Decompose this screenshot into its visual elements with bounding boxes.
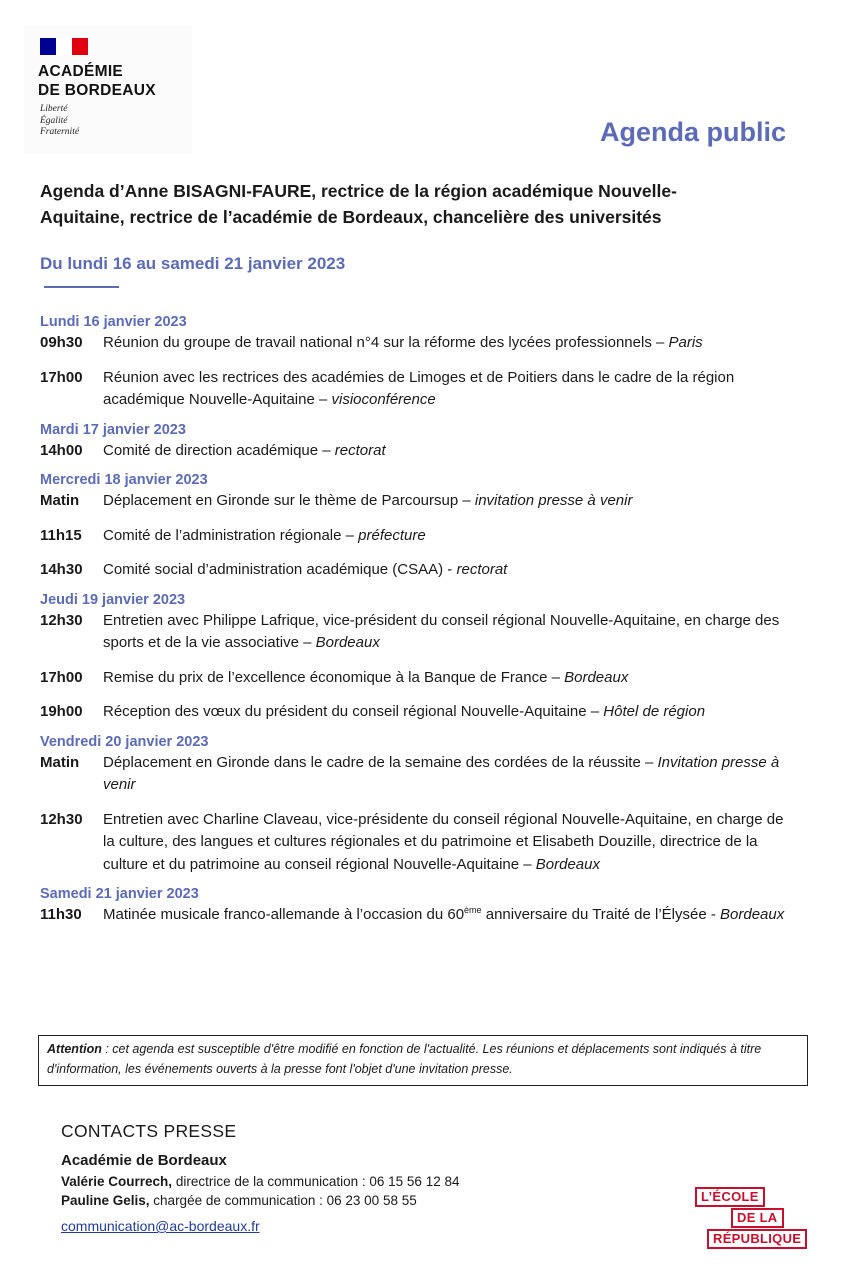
agenda-day <box>40 590 790 724</box>
agenda-event <box>40 667 790 690</box>
agenda-event <box>40 610 790 655</box>
event-description <box>103 809 790 877</box>
contacts-title: CONTACTS PRESSE <box>61 1121 237 1141</box>
attention-text: : cet agenda est susceptible d'être modifié en fonction de l'actualité. Les réunions et déplacements sont indiqués à titre d'information, les événements ouverts à la presse font l'objet d'une invitation presse. <box>47 1042 762 1076</box>
event-description <box>103 525 790 548</box>
event-description <box>103 332 790 355</box>
contact-email-link[interactable]: communication@ac-bordeaux.fr <box>61 1218 260 1234</box>
event-time: 14h30 <box>40 561 83 578</box>
motto-fraternite: Fraternité <box>40 127 80 137</box>
event-time: 17h00 <box>40 668 83 686</box>
marianne-flag-icon <box>40 38 88 55</box>
ecole-line-2: DE LA <box>731 1208 784 1228</box>
event-description <box>103 490 790 513</box>
agenda-day <box>40 420 790 463</box>
event-text-after: anniversaire du Traité de l’Élysée - <box>481 906 721 923</box>
event-description <box>103 610 790 655</box>
contact-role: chargée de communication : 06 23 00 58 55 <box>149 1193 417 1208</box>
event-location: Paris <box>668 334 703 351</box>
event-description <box>103 559 790 582</box>
contact-role: directrice de la communication : 06 15 56 12 84 <box>172 1174 460 1189</box>
event-location: préfecture <box>358 526 426 544</box>
event-time: 19h00 <box>40 703 83 720</box>
event-time: 11h15 <box>40 526 82 544</box>
press-contacts <box>61 1121 459 1236</box>
day-title: Samedi 21 janvier 2023 <box>40 886 199 902</box>
day-title: Vendredi 20 janvier 2023 <box>40 733 209 750</box>
academie-logo <box>24 26 192 154</box>
day-title: Lundi 16 janvier 2023 <box>40 314 187 330</box>
heading-rest: , rectrice de la région académique Nouvelle-Aquitaine, rectrice de l’académie de Bordeaux, chancelière des universités <box>40 181 677 227</box>
agenda-event <box>40 367 790 412</box>
event-text: Déplacement en Gironde sur le thème de Parcoursup – <box>103 492 475 509</box>
event-time: 12h30 <box>40 810 83 828</box>
logo-line-1: ACADÉMIE <box>38 63 124 80</box>
event-location: Bordeaux <box>720 906 785 923</box>
event-time: 09h30 <box>40 334 83 351</box>
ecole-line-3: RÉPUBLIQUE <box>707 1229 807 1249</box>
week-underline <box>44 286 119 288</box>
event-description <box>103 701 790 724</box>
event-text: Remise du prix de l’excellence économique à la Banque de France – <box>103 668 565 686</box>
day-title: Mardi 17 janvier 2023 <box>40 421 186 438</box>
agenda-event <box>40 559 790 582</box>
motto-liberte: Liberté <box>40 104 68 114</box>
event-time: 14h00 <box>40 441 83 459</box>
agenda-day <box>40 312 790 412</box>
event-time: Matin <box>40 753 80 771</box>
event-description <box>103 904 790 927</box>
event-location: Bordeaux <box>564 668 629 686</box>
agenda-event <box>40 332 790 355</box>
event-text: Matinée musicale franco-allemande à l’occasion du 60 <box>103 906 465 923</box>
logo-title <box>38 62 156 100</box>
week-range: Du lundi 16 au samedi 21 janvier 2023 <box>40 254 346 273</box>
attention-notice <box>38 1035 808 1086</box>
agenda-event <box>40 809 790 877</box>
contact-person <box>61 1172 459 1191</box>
heading-surname: BISAGNI-FAURE <box>173 181 312 201</box>
agenda-day <box>40 470 790 582</box>
event-location: invitation presse à venir <box>474 492 633 509</box>
event-superscript: ème <box>464 905 482 915</box>
event-text: Comité de l’administration régionale – <box>103 526 359 544</box>
day-title: Jeudi 19 janvier 2023 <box>40 591 186 608</box>
day-title: Mercredi 18 janvier 2023 <box>40 472 208 488</box>
logo-motto <box>40 104 79 139</box>
agenda-event <box>40 490 790 513</box>
event-text: Réunion du groupe de travail national n°4 sur la réforme des lycées professionnels – <box>103 334 669 351</box>
event-text: Comité de direction académique – <box>103 441 335 459</box>
agenda-event <box>40 752 790 797</box>
agenda-day <box>40 732 790 877</box>
event-description <box>103 667 790 690</box>
agenda-event <box>40 440 790 463</box>
event-time: Matin <box>40 492 80 509</box>
event-description <box>103 440 790 463</box>
event-location: Bordeaux <box>315 634 380 651</box>
agenda-heading <box>40 178 760 230</box>
event-location: rectorat <box>334 441 386 459</box>
agenda-event <box>40 904 790 927</box>
contact-name: Pauline Gelis, <box>61 1193 150 1208</box>
attention-label: Attention <box>47 1042 102 1056</box>
event-text: Entretien avec Philippe Lafrique, vice-président du conseil régional Nouvelle-Aquitaine, en charge des sports et de la vie associative – <box>103 611 780 651</box>
event-location: rectorat <box>456 561 508 578</box>
event-location: Hôtel de région <box>603 703 706 720</box>
event-text: Réunion avec les rectrices des académies de Limoges et de Poitiers dans le cadre de la région académique Nouvelle-Aquitaine – <box>103 368 735 408</box>
event-location: visioconférence <box>331 391 436 408</box>
agenda-event <box>40 701 790 724</box>
agenda-event <box>40 525 790 548</box>
agenda-day <box>40 884 790 927</box>
contact-person <box>61 1191 459 1210</box>
ecole-line-1: L’ÉCOLE <box>695 1187 765 1207</box>
event-time: 11h30 <box>40 906 82 923</box>
page-title: Agenda public <box>599 117 786 147</box>
event-location: Bordeaux <box>535 855 600 873</box>
event-time: 17h00 <box>40 368 83 386</box>
event-text: Réception des vœux du président du conseil régional Nouvelle-Aquitaine – <box>103 703 604 720</box>
event-location: Invitation presse à venir <box>103 753 780 793</box>
event-text: Comité social d’administration académique (CSAA) - <box>103 561 457 578</box>
agenda-days <box>40 312 790 935</box>
motto-egalite: Égalité <box>40 115 68 126</box>
contacts-org: Académie de Bordeaux <box>61 1152 227 1169</box>
event-time: 12h30 <box>40 611 83 629</box>
contact-name: Valérie Courrech, <box>61 1174 173 1189</box>
event-text: Entretien avec Charline Claveau, vice-présidente du conseil régional Nouvelle-Aquitaine, en charge de la culture, des langues et cultures régionales et du patrimoine et Elisabeth Douzille, directrice de la culture et du patrimoine au conseil régional Nouvelle-Aquitaine – <box>103 810 784 873</box>
event-description <box>103 367 790 412</box>
ecole-republique-logo <box>693 1187 817 1251</box>
event-text: Déplacement en Gironde dans le cadre de la semaine des cordées de la réussite – <box>103 753 658 771</box>
event-description <box>103 752 790 797</box>
heading-prefix: Agenda d’Anne <box>40 181 174 201</box>
logo-line-2: DE BORDEAUX <box>38 82 156 99</box>
